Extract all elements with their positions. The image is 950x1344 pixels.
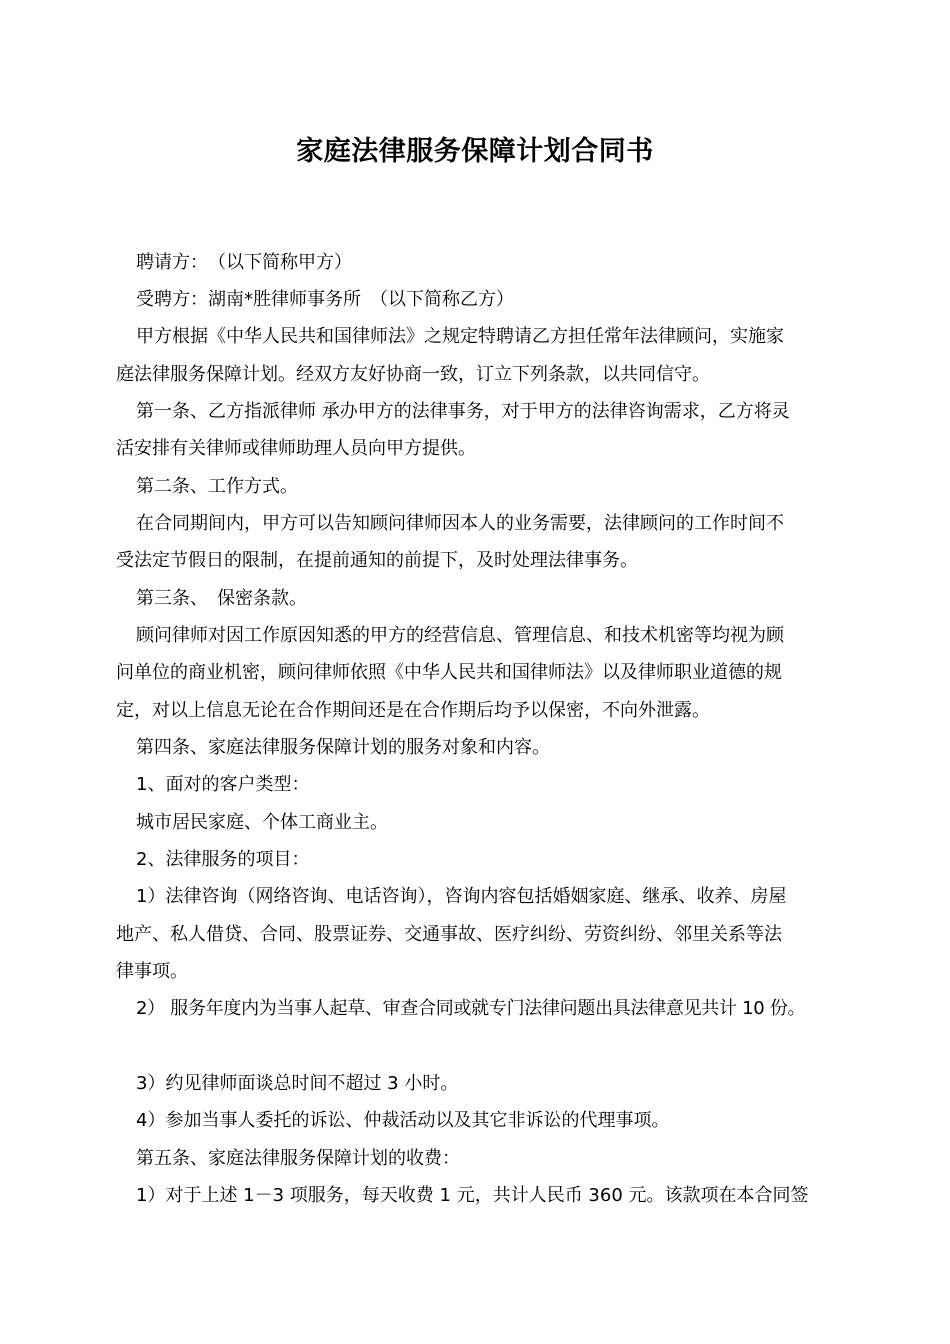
paragraph-line-article-4: 第四条、家庭法律服务保障计划的服务对象和内容。 <box>136 737 550 758</box>
paragraph-line: 1）法律咨询（网络咨询、电话咨询），咨询内容包括婚姻家庭、继承、收养、房屋 <box>136 886 787 907</box>
paragraph-line: 2） 服务年度内为当事人起草、审查合同或就专门法律问题出具法律意见共计 10 份。 <box>136 998 806 1019</box>
paragraph-line: 地产、私人借贷、合同、股票证券、交通事故、医疗纠纷、劳资纠纷、邻里关系等法 <box>116 924 782 945</box>
paragraph-line-employer: 聘请方： （以下简称甲方） <box>136 252 352 273</box>
paragraph-line-employee: 受聘方：湖南*胜律师事务所 （以下简称乙方） <box>136 289 514 310</box>
paragraph-line: 2、法律服务的项目： <box>136 849 310 870</box>
paragraph-line: 问单位的商业机密，顾问律师依照《中华人民共和国律师法》以及律师职业道德的规 <box>116 662 782 683</box>
paragraph-line-article-2: 第二条、工作方式。 <box>136 476 298 497</box>
paragraph-line: 律事项。 <box>116 961 188 982</box>
paragraph-line: 活安排有关律师或律师助理人员向甲方提供。 <box>116 438 476 459</box>
paragraph-line: 4）参加当事人委托的诉讼、仲裁活动以及其它非诉讼的代理事项。 <box>136 1110 670 1131</box>
paragraph-line-article-5: 第五条、家庭法律服务保障计划的收费： <box>136 1148 460 1169</box>
paragraph-line: 顾问律师对因工作原因知悉的甲方的经营信息、管理信息、和技术机密等均视为顾 <box>136 625 784 646</box>
paragraph-line-article-1: 第一条、乙方指派律师 承办甲方的法律事务，对于甲方的法律咨询需求，乙方将灵 <box>136 401 790 422</box>
paragraph-line-article-3: 第三条、 保密条款。 <box>136 588 307 609</box>
paragraph-line: 1）对于上述 1－3 项服务，每天收费 1 元，共计人民币 360 元。该款项在本合同签 <box>136 1185 809 1206</box>
paragraph-line: 城市居民家庭、个体工商业主。 <box>136 812 388 833</box>
paragraph-line: 庭法律服务保障计划。经双方友好协商一致，订立下列条款，以共同信守。 <box>116 364 710 385</box>
paragraph-line: 在合同期间内，甲方可以告知顾问律师因本人的业务需要，法律顾问的工作时间不 <box>136 513 784 534</box>
paragraph-line: 受法定节假日的限制，在提前通知的前提下，及时处理法律事务。 <box>116 550 638 571</box>
paragraph-line: 甲方根据《中华人民共和国律师法》之规定特聘请乙方担任常年法律顾问，实施家 <box>136 326 784 347</box>
paragraph-line: 3）约见律师面谈总时间不超过 3 小时。 <box>136 1073 459 1094</box>
paragraph-line: 1、面对的客户类型： <box>136 774 310 795</box>
paragraph-line: 定，对以上信息无论在合作期间还是在合作期后均予以保密，不向外泄露。 <box>116 700 710 721</box>
document-title: 家庭法律服务保障计划合同书 <box>296 136 654 167</box>
